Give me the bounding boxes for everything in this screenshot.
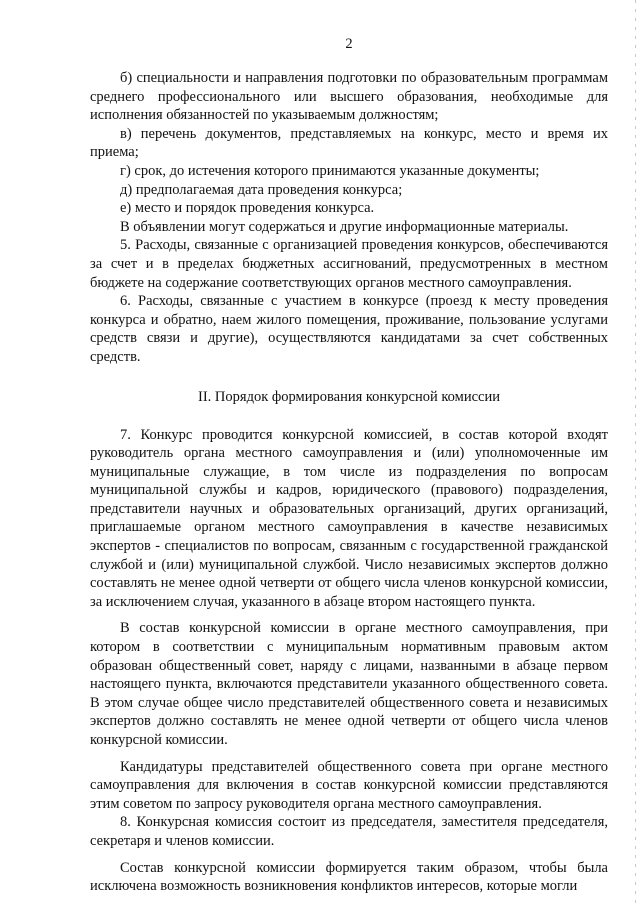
- paragraph-documents-list: в) перечень документов, представляемых на конкурс, место и время их приема;: [90, 125, 608, 161]
- paragraph-item-6: 6. Расходы, связанные с участием в конкурсе (проезд к месту проведения конкурса и обратно, наем жилого помещения, проживание, пользование услугами средств связи и другие), осуществляются кандидатами за счет собственных средств.: [90, 293, 608, 365]
- section-heading: II. Порядок формирования конкурсной комиссии: [198, 388, 500, 405]
- paragraph-specialties: б) специальности и направления подготовки по образовательным программам среднего профессионального или высшего образования, необходимые для исполнения обязанностей по указываемым должностям;: [90, 70, 608, 124]
- paragraph-item-5: 5. Расходы, связанные с организацией проведения конкурсов, обеспечиваются за счет и в пределах бюджетных ассигнований, предусмотренных в местном бюджете на содержание соответствующих органов местного самоуправления.: [90, 237, 608, 291]
- paragraph-deadline: г) срок, до истечения которого принимаются указанные документы;: [120, 162, 540, 179]
- scan-edge-mark: [635, 0, 636, 905]
- paragraph-item-8: 8. Конкурсная комиссия состоит из председателя, заместителя председателя, секретаря и членов комиссии.: [90, 814, 608, 849]
- paragraph-contest-place: е) место и порядок проведения конкурса.: [120, 200, 375, 217]
- paragraph-public-council: В состав конкурсной комиссии в органе местного самоуправления, при котором в соответствии с муниципальным нормативным правовым актом образован общественный совет, наряду с лицами, названными в абзаце первом настоящего пункта, включаются представители указанного общественного совета. В этом случае общее число представителей общественного совета и независимых экспертов должно составлять не менее одной четверти от общего числа членов конкурсной комиссии.: [90, 620, 608, 748]
- page-number: 2: [345, 36, 353, 52]
- paragraph-item-7: 7. Конкурс проводится конкурсной комиссией, в состав которой входят руководитель органа местного самоуправления и (или) уполномоченные им муниципальные служащие, в том числе из подразделения по вопросам муниципальной службы и кадров, юридического (правового) подразделения, представители научных и образовательных организаций, других организаций, приглашаемые органом местного самоуправления в качестве независимых экспертов - специалистов по вопросам, связанным с государственной гражданской службой и (или) муниципальной службой. Число независимых экспертов должно составлять не менее одной четверти от общего числа членов конкурсной комиссии, за исключением случая, указанного в абзаце втором настоящего пункта.: [90, 426, 608, 610]
- paragraph-candidates: Кандидатуры представителей общественного совета при органе местного самоуправления для включения в состав конкурсной комиссии представляются этим советом по запросу руководителя органа местного самоуправления.: [90, 758, 608, 812]
- paragraph-contest-date: д) предполагаемая дата проведения конкурса;: [120, 181, 403, 198]
- document-body: [90, 69, 608, 896]
- paragraph-commission-composition: Состав конкурсной комиссии формируется таким образом, чтобы была исключена возможность возникновения конфликтов интересов, которые могли: [90, 859, 608, 895]
- paragraph-other-materials: В объявлении могут содержаться и другие информационные материалы.: [120, 218, 569, 235]
